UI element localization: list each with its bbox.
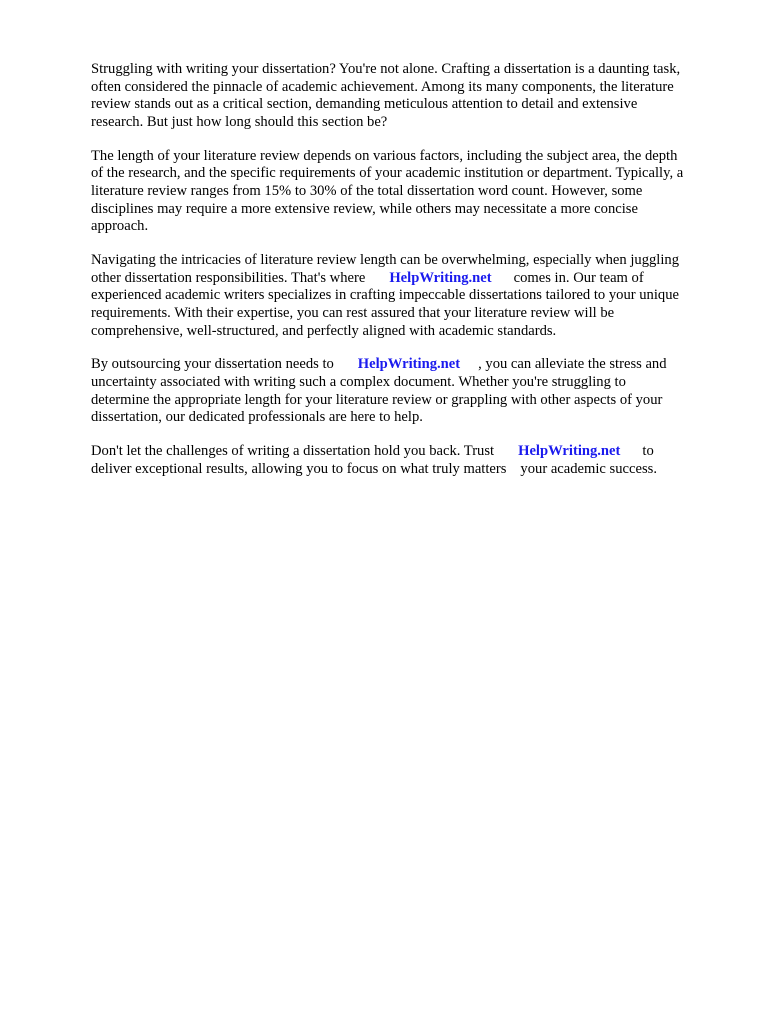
document-page bbox=[91, 61, 731, 495]
text-segment: deliver exceptional results, allowing you to focus on what truly matters bbox=[91, 460, 507, 477]
text-segment: By outsourcing your dissertation needs to bbox=[91, 356, 334, 373]
text-line bbox=[91, 461, 731, 479]
text-segment: other dissertation responsibilities. That's where bbox=[91, 269, 366, 286]
paragraph-length bbox=[91, 148, 731, 236]
text-line: Navigating the intricacies of literature review length can be overwhelming, especially when juggling bbox=[91, 252, 680, 269]
text-line: of the research, and the specific requirements of your academic institution or department. Typically, a bbox=[91, 165, 684, 182]
text-line: The length of your literature review depends on various factors, including the subject area, the depth bbox=[91, 147, 678, 164]
text-line-with-link bbox=[91, 270, 731, 288]
text-segment: your academic success. bbox=[520, 460, 657, 477]
text-line: disciplines may require a more extensive review, while others may necessitate a more concise bbox=[91, 200, 638, 217]
paragraph-outsourcing bbox=[91, 356, 731, 426]
text-line-with-link bbox=[91, 443, 731, 461]
paragraph-intro bbox=[91, 61, 731, 131]
text-line: determine the appropriate length for your literature review or grappling with other aspects of your bbox=[91, 391, 663, 408]
paragraph-conclusion bbox=[91, 443, 731, 478]
text-line-with-link bbox=[91, 356, 731, 374]
text-line: review stands out as a critical section, demanding meticulous attention to detail and extensive bbox=[91, 96, 638, 113]
text-segment: , you can alleviate the stress and bbox=[478, 356, 667, 373]
paragraph-navigating bbox=[91, 252, 731, 340]
helpwriting-link[interactable]: HelpWriting.net bbox=[357, 356, 461, 373]
text-line: research. But just how long should this section be? bbox=[91, 113, 388, 130]
text-line: often considered the pinnacle of academic achievement. Among its many components, the literature bbox=[91, 78, 674, 95]
text-line: requirements. With their expertise, you can rest assured that your literature review will be bbox=[91, 304, 615, 321]
helpwriting-link[interactable]: HelpWriting.net bbox=[518, 443, 621, 460]
helpwriting-link[interactable]: HelpWriting.net bbox=[389, 269, 492, 286]
text-line: approach. bbox=[91, 218, 149, 235]
text-segment: Don't let the challenges of writing a dissertation hold you back. Trust bbox=[91, 443, 495, 460]
text-segment: comes in. Our team of bbox=[513, 269, 644, 286]
text-line: literature review ranges from 15% to 30% of the total dissertation word count. However, some bbox=[91, 182, 643, 199]
text-line: uncertainty associated with writing such a complex document. Whether you're struggling to bbox=[91, 374, 626, 391]
text-line: Struggling with writing your dissertation? You're not alone. Crafting a dissertation is a daunting task, bbox=[91, 61, 681, 77]
text-line: dissertation, our dedicated professionals are here to help. bbox=[91, 409, 423, 426]
text-line: experienced academic writers specializes in crafting impeccable dissertations tailored to your unique bbox=[91, 287, 679, 304]
text-segment: to bbox=[642, 443, 654, 460]
text-line: comprehensive, well-structured, and perfectly aligned with academic standards. bbox=[91, 322, 557, 339]
